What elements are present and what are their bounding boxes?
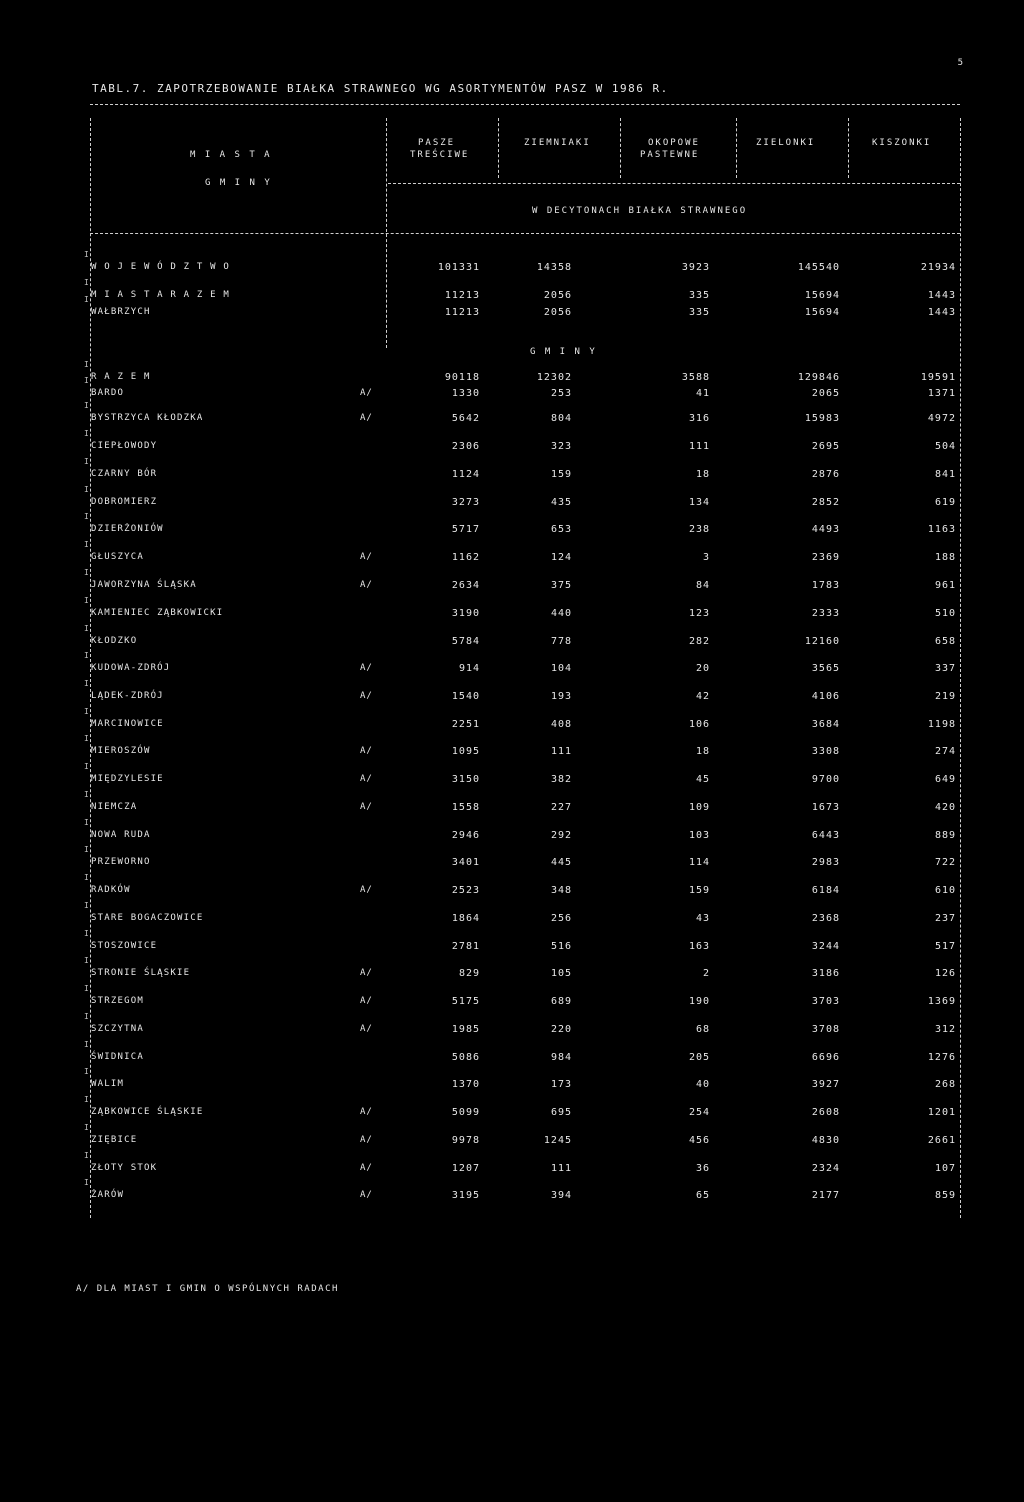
row-flag: A/ [360, 774, 373, 784]
cell-value: 829 [458, 968, 480, 979]
cell-value: 1095 [451, 746, 480, 757]
row-flag: A/ [360, 1163, 373, 1173]
row-name: WALIM [91, 1079, 125, 1089]
row-flag: A/ [360, 663, 373, 673]
row-tick: I [84, 762, 90, 771]
row-name: MIEROSZÓW [91, 746, 151, 756]
cell-value: 205 [688, 1052, 710, 1063]
cell-value: 90118 [444, 372, 480, 383]
cell-value: 2983 [811, 857, 840, 868]
cell-value: 859 [934, 1190, 956, 1201]
cell-value: 20 [695, 663, 710, 674]
cell-value: 1201 [927, 1107, 956, 1118]
row-tick: I [84, 679, 90, 688]
row-tick: I [84, 873, 90, 882]
cell-value: 40 [695, 1079, 710, 1090]
row-tick: I [84, 250, 90, 259]
cell-value: 375 [550, 580, 572, 591]
cell-value: 337 [934, 663, 956, 674]
row-flag: A/ [360, 552, 373, 562]
row-name: WAŁBRZYCH [91, 307, 151, 317]
cell-value: 129846 [797, 372, 840, 383]
row-tick: I [84, 540, 90, 549]
row-name: SZCZYTNA [91, 1024, 144, 1034]
right-border [960, 118, 961, 1218]
cell-value: 2251 [451, 719, 480, 730]
row-name: CIEPŁOWODY [91, 441, 158, 451]
col-divider-3 [736, 118, 737, 178]
cell-value: 961 [934, 580, 956, 591]
cell-value: 420 [934, 802, 956, 813]
cell-value: 804 [550, 413, 572, 424]
cell-value: 841 [934, 469, 956, 480]
cell-value: 134 [688, 497, 710, 508]
cell-value: 504 [934, 441, 956, 452]
cell-value: 274 [934, 746, 956, 757]
row-flag: A/ [360, 968, 373, 978]
cell-value: 3190 [451, 608, 480, 619]
cell-value: 11213 [444, 290, 480, 301]
row-tick: I [84, 1040, 90, 1049]
cell-value: 394 [550, 1190, 572, 1201]
cell-value: 19591 [920, 372, 956, 383]
cell-value: 2 [702, 968, 710, 979]
row-tick: I [84, 790, 90, 799]
row-flag: A/ [360, 1190, 373, 1200]
cell-value: 5784 [451, 636, 480, 647]
cell-value: 1540 [451, 691, 480, 702]
cell-value: 3195 [451, 1190, 480, 1201]
cell-value: 1198 [927, 719, 956, 730]
cell-value: 4493 [811, 524, 840, 535]
cell-value: 984 [550, 1052, 572, 1063]
cell-value: 220 [550, 1024, 572, 1035]
cell-value: 15694 [804, 290, 840, 301]
cell-value: 9978 [451, 1135, 480, 1146]
cell-value: 2324 [811, 1163, 840, 1174]
row-flag: A/ [360, 885, 373, 895]
header-pasze: PASZE [418, 138, 456, 148]
cell-value: 510 [934, 608, 956, 619]
cell-value: 190 [688, 996, 710, 1007]
cell-value: 778 [550, 636, 572, 647]
row-name: ZĄBKOWICE ŚLĄSKIE [91, 1107, 204, 1117]
cell-value: 14358 [536, 262, 572, 273]
row-tick: I [84, 295, 90, 304]
cell-value: 111 [550, 1163, 572, 1174]
row-name: DZIERŻONIÓW [91, 524, 164, 534]
col-divider-0 [386, 118, 387, 348]
cell-value: 653 [550, 524, 572, 535]
cell-value: 312 [934, 1024, 956, 1035]
cell-value: 316 [688, 413, 710, 424]
cell-value: 107 [934, 1163, 956, 1174]
cell-value: 114 [688, 857, 710, 868]
cell-value: 104 [550, 663, 572, 674]
cell-value: 45 [695, 774, 710, 785]
cell-value: 2852 [811, 497, 840, 508]
cell-value: 5717 [451, 524, 480, 535]
row-tick: I [84, 360, 90, 369]
cell-value: 3703 [811, 996, 840, 1007]
cell-value: 15983 [804, 413, 840, 424]
cell-value: 456 [688, 1135, 710, 1146]
cell-value: 237 [934, 913, 956, 924]
cell-value: 2065 [811, 388, 840, 399]
row-tick: I [84, 376, 90, 385]
row-name: PRZEWORNO [91, 857, 151, 867]
cell-value: 335 [688, 307, 710, 318]
cell-value: 1864 [451, 913, 480, 924]
row-tick: I [84, 457, 90, 466]
cell-value: 188 [934, 552, 956, 563]
cell-value: 21934 [920, 262, 956, 273]
cell-value: 41 [695, 388, 710, 399]
cell-value: 159 [688, 885, 710, 896]
row-name: ŻARÓW [91, 1190, 125, 1200]
cell-value: 3565 [811, 663, 840, 674]
cell-value: 282 [688, 636, 710, 647]
cell-value: 105 [550, 968, 572, 979]
cell-value: 2523 [451, 885, 480, 896]
table-title: TABL.7. ZAPOTRZEBOWANIE BIAŁKA STRAWNEGO WG ASORTYMENTÓW PASZ W 1986 R. [92, 82, 669, 95]
cell-value: 15694 [804, 307, 840, 318]
cell-value: 163 [688, 941, 710, 952]
cell-value: 1371 [927, 388, 956, 399]
row-name: JAWORZYNA ŚLĄSKA [91, 580, 197, 590]
cell-value: 408 [550, 719, 572, 730]
row-tick: I [84, 929, 90, 938]
row-tick: I [84, 1123, 90, 1132]
corner-mark: 5 [957, 58, 964, 68]
row-flag: A/ [360, 746, 373, 756]
cell-value: 5086 [451, 1052, 480, 1063]
cell-value: 5099 [451, 1107, 480, 1118]
cell-value: 124 [550, 552, 572, 563]
row-flag: A/ [360, 1135, 373, 1145]
cell-value: 3273 [451, 497, 480, 508]
cell-value: 440 [550, 608, 572, 619]
row-name: BYSTRZYCA KŁODZKA [91, 413, 204, 423]
cell-value: 445 [550, 857, 572, 868]
header-gminy: G M I N Y [205, 178, 272, 188]
cell-value: 111 [688, 441, 710, 452]
header-miasta: M I A S T A [190, 150, 272, 160]
cell-value: 9700 [811, 774, 840, 785]
cell-value: 2056 [543, 307, 572, 318]
cell-value: 6443 [811, 830, 840, 841]
cell-value: 2608 [811, 1107, 840, 1118]
cell-value: 2781 [451, 941, 480, 952]
cell-value: 3401 [451, 857, 480, 868]
row-name: STRONIE ŚLĄSKIE [91, 968, 191, 978]
cell-value: 2369 [811, 552, 840, 563]
cell-value: 1443 [927, 290, 956, 301]
row-name: M I A S T A R A Z E M [91, 290, 230, 300]
cell-value: 292 [550, 830, 572, 841]
cell-value: 12160 [804, 636, 840, 647]
cell-value: 3708 [811, 1024, 840, 1035]
row-tick: I [84, 845, 90, 854]
header-rule-bottom [90, 233, 960, 234]
cell-value: 2056 [543, 290, 572, 301]
cell-value: 12302 [536, 372, 572, 383]
cell-value: 1207 [451, 1163, 480, 1174]
cell-value: 516 [550, 941, 572, 952]
header-okopowe: OKOPOWE [648, 138, 700, 148]
row-name: MARCINOWICE [91, 719, 164, 729]
cell-value: 145540 [797, 262, 840, 273]
cell-value: 219 [934, 691, 956, 702]
row-tick: I [84, 1067, 90, 1076]
col-divider-1 [498, 118, 499, 178]
cell-value: 4106 [811, 691, 840, 702]
cell-value: 1673 [811, 802, 840, 813]
row-flag: A/ [360, 580, 373, 590]
cell-value: 722 [934, 857, 956, 868]
row-name: ZIĘBICE [91, 1135, 138, 1145]
row-flag: A/ [360, 996, 373, 1006]
cell-value: 1276 [927, 1052, 956, 1063]
row-name: LĄDEK-ZDRÓJ [91, 691, 164, 701]
cell-value: 1124 [451, 469, 480, 480]
row-tick: I [84, 512, 90, 521]
cell-value: 348 [550, 885, 572, 896]
header-pastewne: PASTEWNE [640, 150, 700, 160]
cell-value: 3 [702, 552, 710, 563]
cell-value: 2946 [451, 830, 480, 841]
cell-value: 3927 [811, 1079, 840, 1090]
cell-value: 159 [550, 469, 572, 480]
row-tick: I [84, 734, 90, 743]
row-name: NOWA RUDA [91, 830, 151, 840]
cell-value: 3150 [451, 774, 480, 785]
cell-value: 4830 [811, 1135, 840, 1146]
cell-value: 5175 [451, 996, 480, 1007]
cell-value: 3684 [811, 719, 840, 730]
row-flag: A/ [360, 691, 373, 701]
row-tick: I [84, 1151, 90, 1160]
row-name: ZŁOTY STOK [91, 1163, 158, 1173]
cell-value: 6184 [811, 885, 840, 896]
cell-value: 889 [934, 830, 956, 841]
row-tick: I [84, 956, 90, 965]
cell-value: 123 [688, 608, 710, 619]
cell-value: 6696 [811, 1052, 840, 1063]
row-name: BARDO [91, 388, 125, 398]
row-tick: I [84, 651, 90, 660]
cell-value: 323 [550, 441, 572, 452]
cell-value: 619 [934, 497, 956, 508]
row-name: DOBROMIERZ [91, 497, 158, 507]
cell-value: 109 [688, 802, 710, 813]
cell-value: 238 [688, 524, 710, 535]
row-flag: A/ [360, 388, 373, 398]
cell-value: 2634 [451, 580, 480, 591]
cell-value: 610 [934, 885, 956, 896]
cell-value: 2695 [811, 441, 840, 452]
cell-value: 1985 [451, 1024, 480, 1035]
cell-value: 649 [934, 774, 956, 785]
cell-value: 36 [695, 1163, 710, 1174]
cell-value: 2876 [811, 469, 840, 480]
row-name: RADKÓW [91, 885, 131, 895]
cell-value: 1369 [927, 996, 956, 1007]
row-tick: I [84, 1178, 90, 1187]
cell-value: 68 [695, 1024, 710, 1035]
row-tick: I [84, 707, 90, 716]
cell-value: 227 [550, 802, 572, 813]
cell-value: 103 [688, 830, 710, 841]
row-name: KŁODZKO [91, 636, 138, 646]
cell-value: 1245 [543, 1135, 572, 1146]
row-tick: I [84, 1095, 90, 1104]
cell-value: 1163 [927, 524, 956, 535]
row-name: STOSZOWICE [91, 941, 158, 951]
row-tick: I [84, 429, 90, 438]
cell-value: 3308 [811, 746, 840, 757]
row-tick: I [84, 818, 90, 827]
cell-value: 2306 [451, 441, 480, 452]
row-name: GŁUSZYCA [91, 552, 144, 562]
row-tick: I [84, 401, 90, 410]
cell-value: 18 [695, 746, 710, 757]
cell-value: 3588 [681, 372, 710, 383]
header-ziemniaki: ZIEMNIAKI [524, 138, 591, 148]
cell-value: 2333 [811, 608, 840, 619]
row-tick: I [84, 568, 90, 577]
footnote: A/ DLA MIAST I GMIN O WSPÓLNYCH RADACH [76, 1284, 339, 1294]
cell-value: 2368 [811, 913, 840, 924]
cell-value: 3186 [811, 968, 840, 979]
row-tick: I [84, 1012, 90, 1021]
cell-value: 5642 [451, 413, 480, 424]
cell-value: 695 [550, 1107, 572, 1118]
row-name: STRZEGOM [91, 996, 144, 1006]
row-flag: A/ [360, 802, 373, 812]
cell-value: 658 [934, 636, 956, 647]
col-divider-2 [620, 118, 621, 178]
row-name: CZARNY BÓR [91, 469, 158, 479]
row-name: KAMIENIEC ZĄBKOWICKI [91, 608, 224, 618]
cell-value: 126 [934, 968, 956, 979]
cell-value: 2177 [811, 1190, 840, 1201]
row-name: NIEMCZA [91, 802, 138, 812]
cell-value: 3923 [681, 262, 710, 273]
cell-value: 435 [550, 497, 572, 508]
cell-value: 254 [688, 1107, 710, 1118]
row-tick: I [84, 901, 90, 910]
cell-value: 4972 [927, 413, 956, 424]
cell-value: 101331 [437, 262, 480, 273]
cell-value: 689 [550, 996, 572, 1007]
row-name: R A Z E M [91, 372, 151, 382]
header-tresciwe: TREŚCIWE [410, 150, 470, 160]
cell-value: 1558 [451, 802, 480, 813]
cell-value: 42 [695, 691, 710, 702]
row-flag: A/ [360, 1024, 373, 1034]
row-tick: I [84, 278, 90, 287]
cell-value: 1370 [451, 1079, 480, 1090]
row-name: W O J E W Ó D Z T W O [91, 262, 230, 272]
cell-value: 382 [550, 774, 572, 785]
cell-value: 256 [550, 913, 572, 924]
cell-value: 111 [550, 746, 572, 757]
cell-value: 1783 [811, 580, 840, 591]
cell-value: 173 [550, 1079, 572, 1090]
cell-value: 84 [695, 580, 710, 591]
cell-value: 1330 [451, 388, 480, 399]
row-name: KUDOWA-ZDRÓJ [91, 663, 171, 673]
header-zielonki: ZIELONKI [756, 138, 816, 148]
section-gminy: G M I N Y [530, 347, 597, 357]
header-units: W DECYTONACH BIAŁKA STRAWNEGO [532, 206, 748, 216]
row-tick: I [84, 984, 90, 993]
cell-value: 1443 [927, 307, 956, 318]
header-rule-mid [388, 183, 960, 184]
row-flag: A/ [360, 1107, 373, 1117]
cell-value: 3244 [811, 941, 840, 952]
col-divider-4 [848, 118, 849, 178]
header-rule-top [90, 104, 960, 105]
cell-value: 193 [550, 691, 572, 702]
cell-value: 43 [695, 913, 710, 924]
row-name: ŚWIDNICA [91, 1052, 144, 1062]
cell-value: 11213 [444, 307, 480, 318]
row-name: STARE BOGACZOWICE [91, 913, 204, 923]
header-kiszonki: KISZONKI [872, 138, 932, 148]
cell-value: 517 [934, 941, 956, 952]
row-flag: A/ [360, 413, 373, 423]
row-name: MIĘDZYLESIE [91, 774, 164, 784]
cell-value: 1162 [451, 552, 480, 563]
cell-value: 2661 [927, 1135, 956, 1146]
cell-value: 253 [550, 388, 572, 399]
cell-value: 335 [688, 290, 710, 301]
row-tick: I [84, 485, 90, 494]
cell-value: 18 [695, 469, 710, 480]
cell-value: 65 [695, 1190, 710, 1201]
cell-value: 106 [688, 719, 710, 730]
row-tick: I [84, 596, 90, 605]
cell-value: 914 [458, 663, 480, 674]
cell-value: 268 [934, 1079, 956, 1090]
row-tick: I [84, 624, 90, 633]
